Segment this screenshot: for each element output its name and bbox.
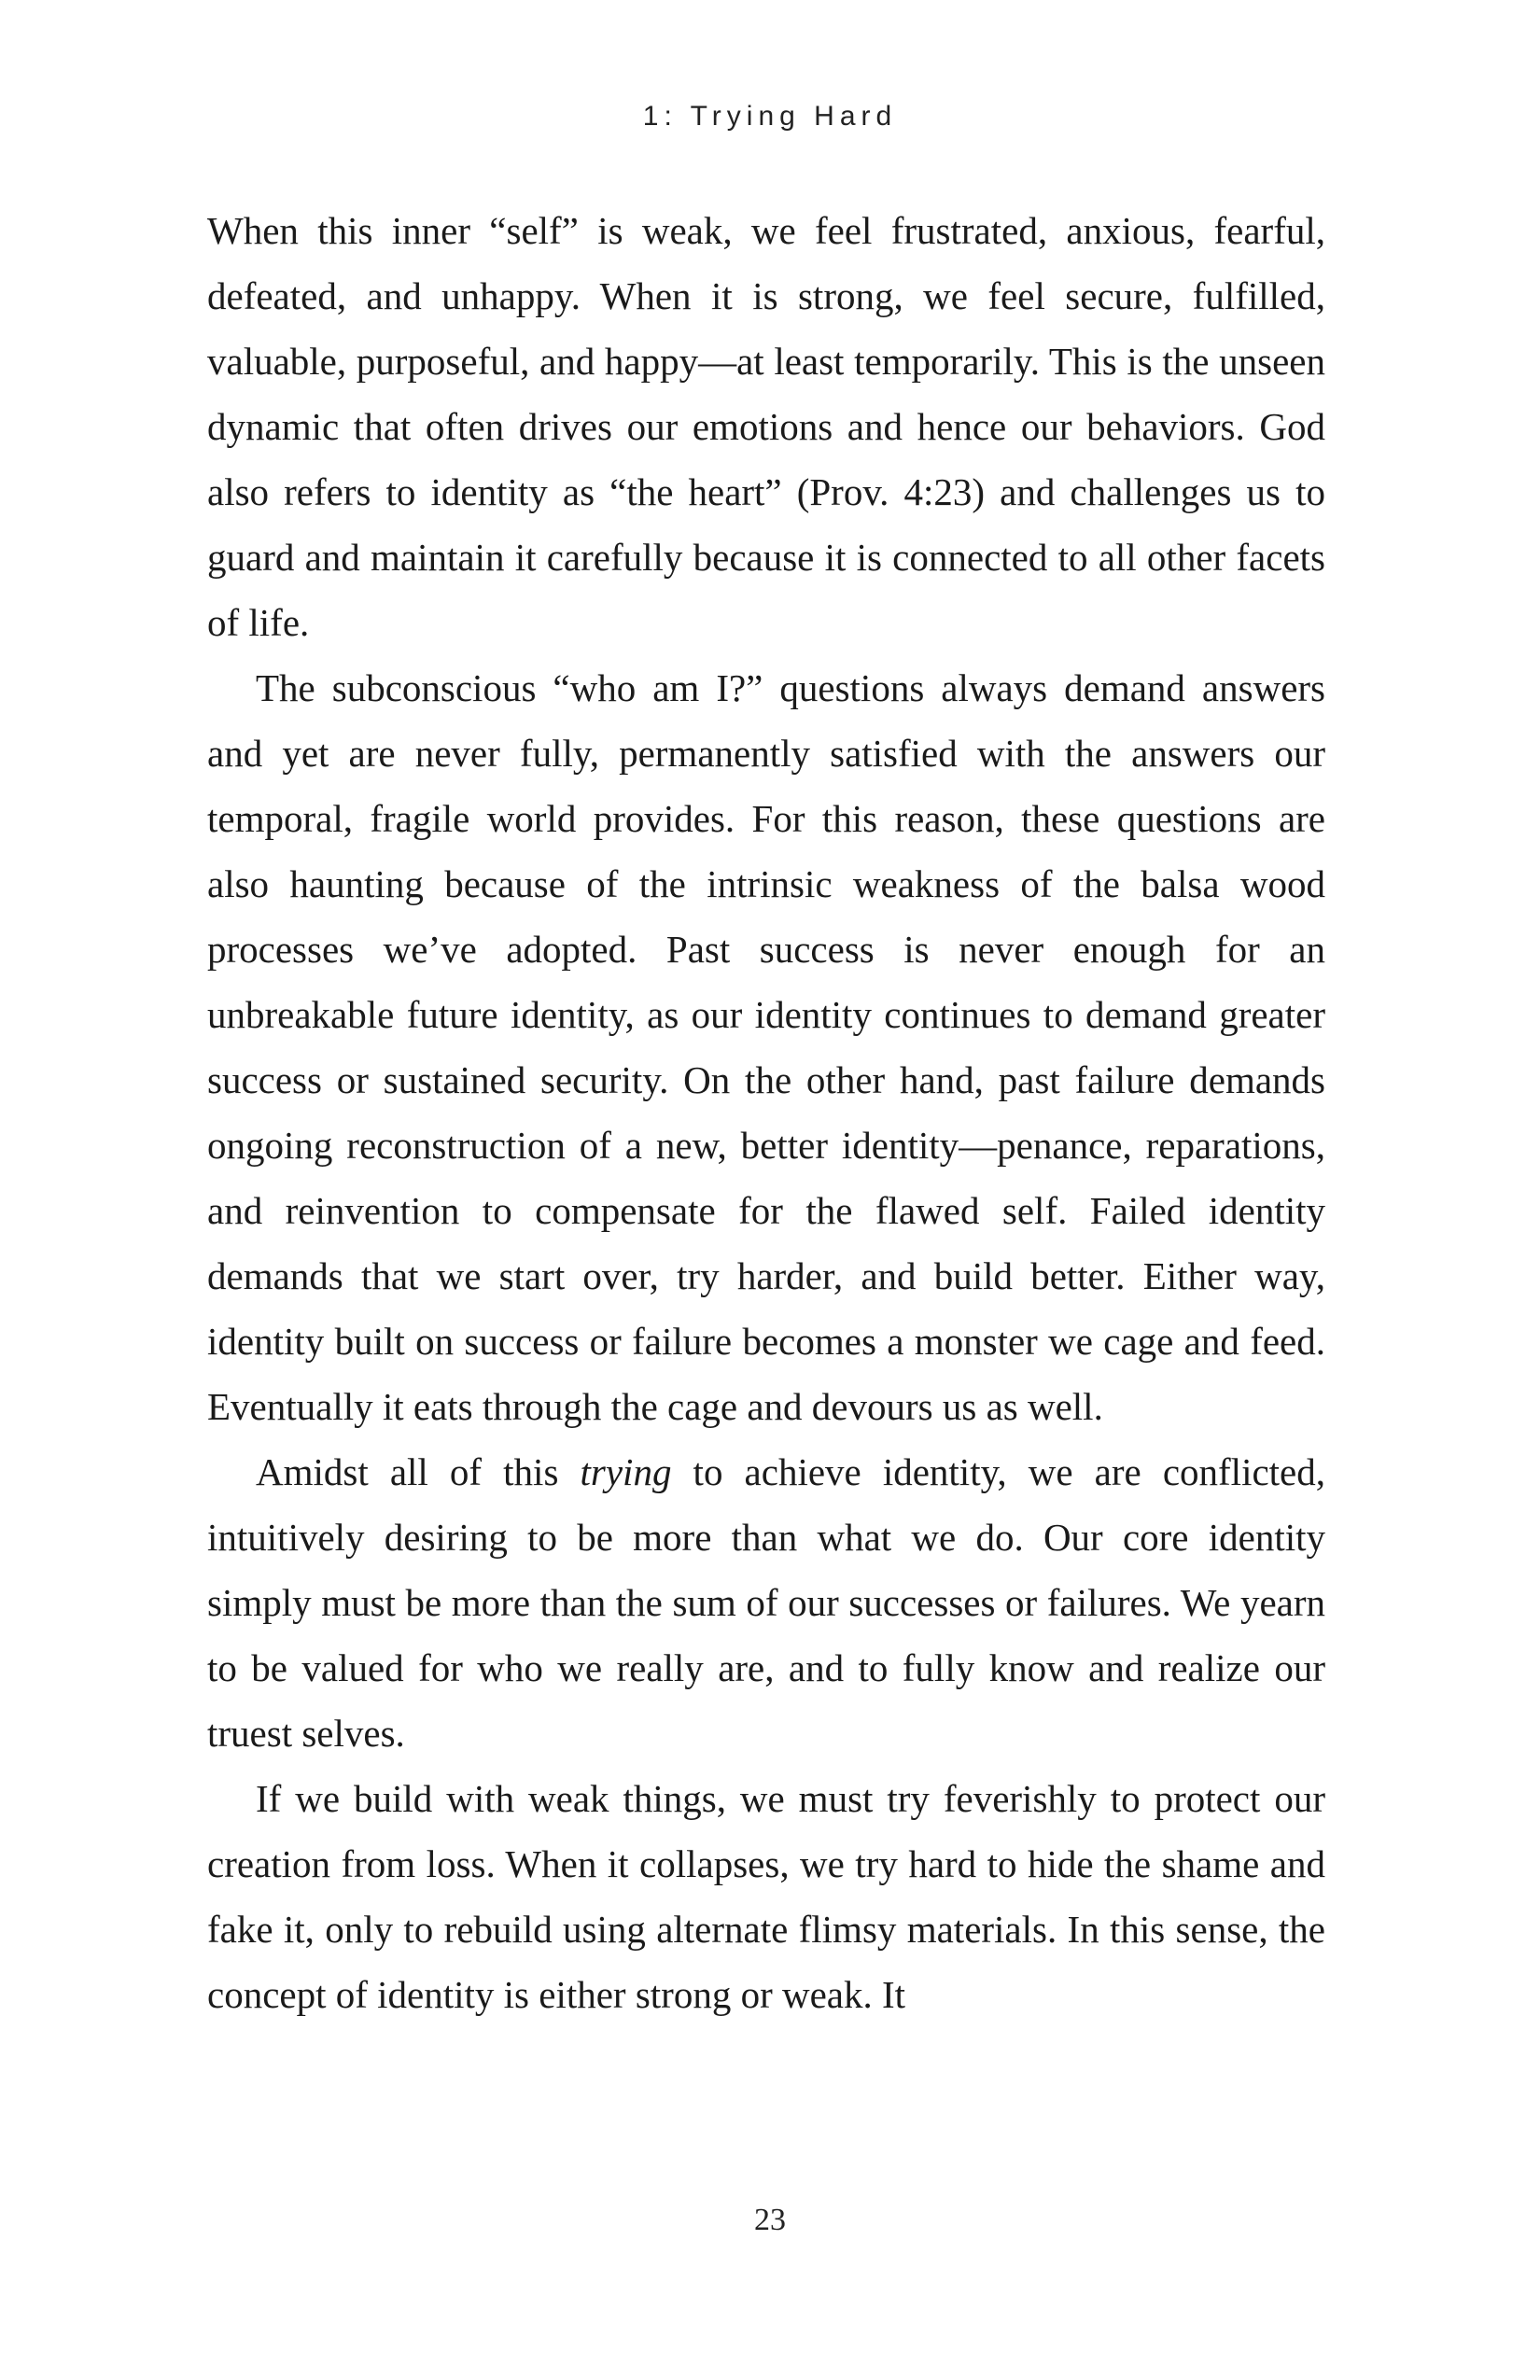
paragraph-2: The subconscious “who am I?” questions always demand answers and yet are never fully, permanently satisfied with the answers our temporal, fragile world provides. For this reason, these questions are also haunting because of the intrinsic weakness of the balsa wood processes we’ve adopted. Past success is never enough for an unbreakable future identity, as our identity continues to demand greater success or sustained security. On the other hand, past failure demands ongoing reconstruction of a new, better identity—penance, reparations, and reinvention to compensate for the flawed self. Failed identity demands that we start over, try harder, and build better. Either way, identity built on success or failure becomes a monster we cage and feed. Eventually it eats through the cage and devours us as well. xyxy=(207,666,1325,1428)
running-header: 1: Trying Hard xyxy=(642,101,898,132)
emphasis-trying: trying xyxy=(580,1450,672,1493)
paragraph-3 xyxy=(207,1439,1325,1766)
paragraph-1: When this inner “self” is weak, we feel frustrated, anxious, fearful, defeated, and unhappy. When it is strong, we feel secure, fulfilled, valuable, purposeful, and happy—at least temporarily. This is the unseen dynamic that often drives our emotions and hence our behaviors. God also refers to identity as “the heart” (Prov. 4:23) and challenges us to guard and maintain it carefully because it is connected to all other facets of life. xyxy=(207,209,1325,644)
paragraph-4: If we build with weak things, we must try feverishly to protect our creation from loss. When it collapses, we try hard to hide the shame and fake it, only to rebuild using alternate flimsy materials. In this sense, the concept of identity is either strong or weak. It xyxy=(207,1777,1325,2016)
body-text xyxy=(207,198,1325,2027)
page-number: 23 xyxy=(754,2203,786,2237)
paragraph-3-before: Amidst all of this xyxy=(256,1450,581,1493)
paragraph-3-after: to achieve identity, we are conflicted, intuitively desiring to be more than what we do. Our core identity simply must be more than the sum of our successes or failures. We yearn to be valued for who we really are, and to fully know and realize our truest selves. xyxy=(207,1450,1326,1755)
